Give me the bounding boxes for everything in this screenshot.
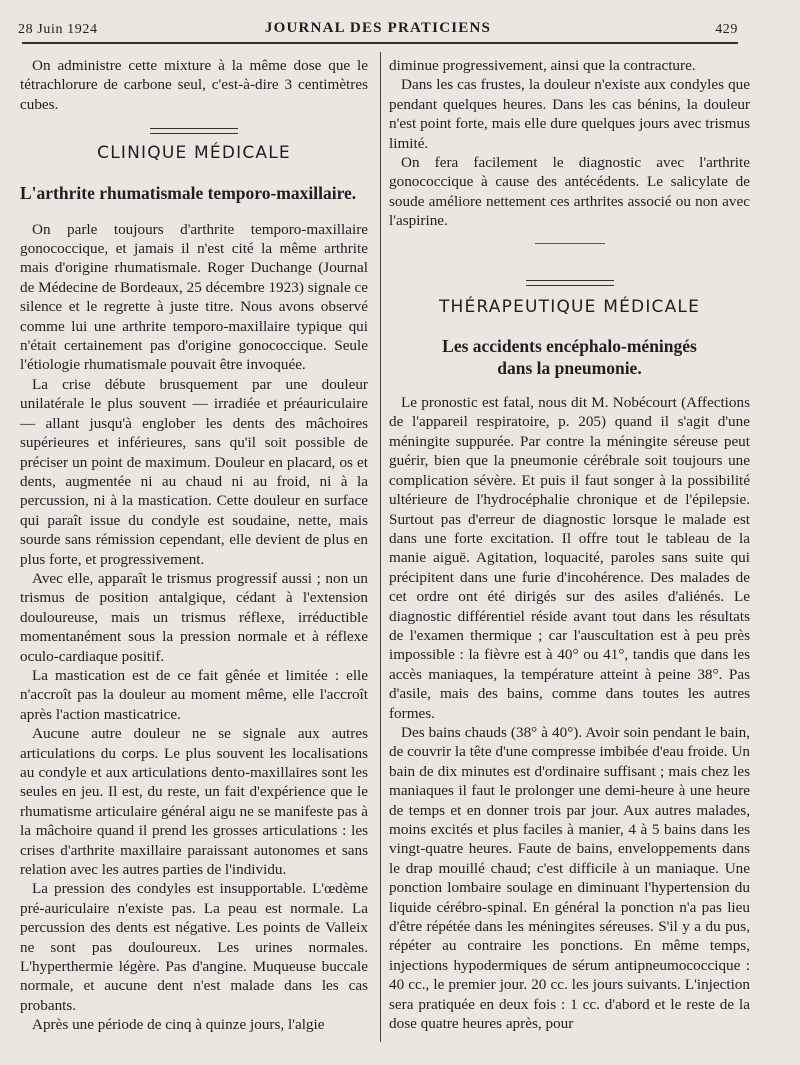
section-separator	[526, 280, 614, 286]
intro-paragraph: On administre cette mixture à la même dose que le tétrachlorure de carbone seul, c'est-à-dire 3 centimètres cubes.	[20, 57, 368, 113]
paragraph: On fera facilement le diagnostic avec l'arthrite gonococcique à cause des antécédents. Le salicylate de soude améliore nettement ces arthrites associé ou non avec l'aspirine.	[389, 154, 750, 230]
paragraph: Avec elle, apparaît le trismus progressif aussi ; non un trismus de position antalgique, cédant à l'extension douloureuse, mais un trismus réflexe, irréductible momentanément sous la pression normale et à réflexe oculo-cardiaque positif.	[20, 569, 368, 665]
paragraph: Dans les cas frustes, la douleur n'existe aux condyles que pendant quelques heures. Dans les cas bénins, la douleur n'est point forte, mais elle dure quelques jours avec trismus limité.	[389, 76, 750, 152]
header-rule	[22, 42, 738, 44]
article-title-line: dans la pneumonie.	[497, 358, 642, 379]
column-divider	[380, 52, 381, 1042]
section-separator	[150, 128, 238, 134]
paragraph: diminue progressivement, ainsi que la contracture.	[389, 57, 696, 74]
paragraph: La mastication est de ce fait gênée et limitée : elle n'accroît pas la douleur au moment même, elle l'accroît après l'action masticatrice.	[20, 666, 368, 723]
section-title-clinique: CLINIQUE MÉDICALE	[97, 143, 291, 164]
journal-name: JOURNAL DES PRATICIENS	[264, 20, 492, 36]
right-column	[389, 56, 750, 1033]
paragraph: On parle toujours d'arthrite temporo-maxillaire gonococcique, et jamais il n'est cité la même arthrite mais d'origine rhumatismale. Roger Duchange (Journal de Médecine de Bordeaux, 25 décembre 1923) signale ce silence et le regrette à juste titre. Nous avons observé comme lui une arthrite temporo-maxillaire typique qui n'était certainement pas d'origine gonococcique. Seule l'étiologie rhumatismale pouvait être invoquée.	[20, 220, 368, 374]
paragraph: La crise débute brusquement par une douleur unilatérale le plus souvent — irradiée et préauriculaire — allant jusqu'à englober les dents des mâchoires supérieures et inférieures, sans qu'il soit possible de préciser un point de maximum. Douleur en placard, os et dents, augmentée ni au chaud ni au froid, ni à la percussion, ni à la mastication. Cette douleur en surface qui paraît issue du condyle est soudaine, nette, mais sourde sans rémission cependant, elle devient de plus en plus forte, et progressivement.	[20, 375, 368, 568]
paragraph: La pression des condyles est insupportable. L'œdème pré-auriculaire n'existe pas. La peau est normale. La percussion des dents est négative. Les points de Valleix ne sont pas douloureux. Les urines normales. L'hyperthermie légère. Pas d'angine. Muqueuse buccale normale, et aucune dent n'est malade dans les cas probants.	[20, 880, 368, 1014]
left-column	[20, 56, 368, 1035]
paragraph: Après une période de cinq à quinze jours, l'algie	[32, 1016, 325, 1034]
header-date: 28 Juin 1924	[18, 22, 98, 37]
page-header	[18, 20, 738, 42]
page-number: 429	[715, 22, 738, 37]
paragraph: Des bains chauds (38° à 40°). Avoir soin pendant le bain, de couvrir la tête d'une compresse imbibée d'eau froide. Un bain de dix minutes est d'ordinaire suffisant ; mais chez les maniaques il faut le prolonger une demi-heure à une heure de temps et en donner trois par jour. Aux autres malades, moins excités et plus faciles à manier, 4 à 5 bains dans les vingt-quatre heures. Faute de bains, enveloppements dans le drap mouillé chaud; c'est difficile à un maniaque. Une ponction lombaire soulage en diminuant l'hypertension du liquide cérébro-spinal. En général la ponction n'a pas lieu d'être répétée dans les méningites séreuses. S'il y a du pus, répéter au contraire les ponctions. En même temps, injections hypodermiques de sérum antipneumococcique : 40 cc., le premier jour. 20 cc. les jours suivants. L'injection sera pratiquée en deux fois : 1 cc. d'abord et le reste de la dose quatre heures après, pour	[389, 723, 750, 1033]
paragraph: Aucune autre douleur ne se signale aux autres articulations du corps. Le plus souvent les localisations au condyle et aux articulations dento-maxillaires sont les seules en jeu. Il est, du reste, un fait d'expérience que le rhumatisme articulaire général aigu ne se manifeste pas à la mâchoire quand il prend les grosses articulations : les crises d'arthrite maxillaire paraissant autonomes et sans relation avec les autres parties de l'individu.	[20, 725, 368, 879]
article-title-accidents	[389, 335, 750, 379]
article-title-line: Les accidents encéphalo-méningés	[442, 336, 697, 357]
article-title-arthrite: L'arthrite rhumatismale temporo-maxillaire.	[20, 182, 357, 203]
article-end-rule	[535, 243, 605, 244]
section-title-therapeutique: THÉRAPEUTIQUE MÉDICALE	[438, 296, 701, 317]
paragraph: Le pronostic est fatal, nous dit M. Nobécourt (Affections de l'appareil respiratoire, p. 205) quand il s'agit d'une méningite suppurée. Par contre la méningite séreuse peut guérir, bien que la pneumonie cérébrale soit toujours une complication sévère. Et puis il faut songer à la possibilité ultérieure de l'hydrocéphalie chronique et de l'épilepsie. Surtout pas d'erreur de diagnostic lorsque le malade est dans une forte excitation. Il offre tout le tableau de la manie aiguë. Agitation, loquacité, paroles sans suite qui précipitent dans une furie d'incohérence. Des malades de cet ordre ont été dirigés sur des asiles d'aliénés. Le diagnostic différentiel réside avant tout dans les résultats de l'examen thermique ; car l'auscultation est à peu près impossible : la fièvre est à 40° ou 41°, tandis que dans les accès maniaques, la température atteint à peine 38°. Pas d'asile, mais des bains, comme dans toutes les autres formes.	[389, 394, 750, 722]
